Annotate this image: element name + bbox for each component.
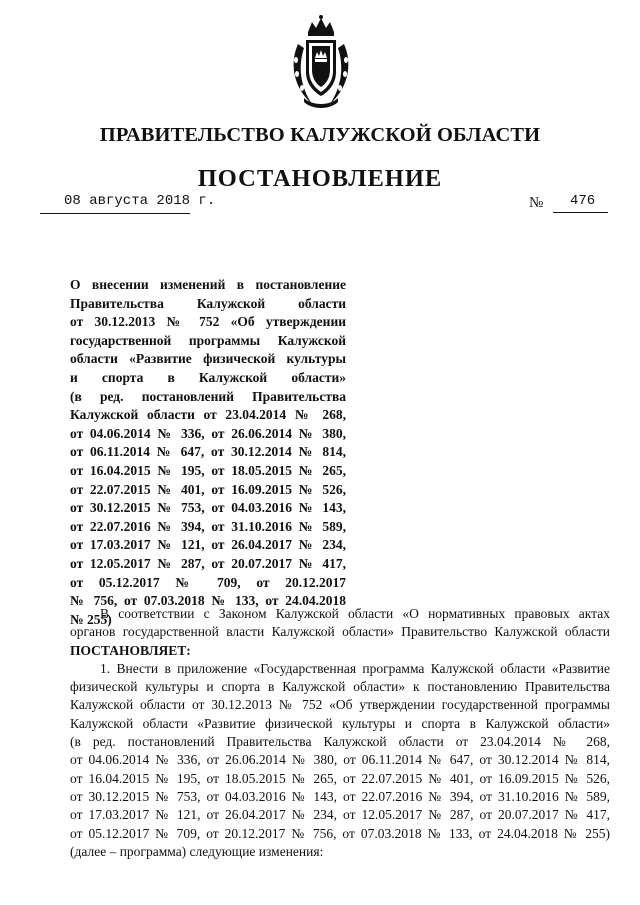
subject-line: от 30.12.2015 № 753, от 04.03.2016 № 143,: [70, 500, 346, 516]
number-sign: №: [529, 195, 544, 211]
subject-line: от 22.07.2016 № 394, от 31.10.2016 № 589,: [70, 518, 346, 534]
subject-line: от 05.12.2017 № 709, от 20.12.2017: [70, 574, 346, 590]
document-number: 476: [570, 193, 596, 209]
item1-line: от 16.04.2015 № 195, от 18.05.2015 № 265, от 22.07.2015 № 401, от 16.09.2015 № 526,: [70, 770, 610, 786]
item1-line: (далее – программа) следующие изменения:: [70, 843, 324, 859]
document-date: 08 августа 2018 г.: [64, 193, 216, 209]
item1-line: от 05.12.2017 № 709, от 20.12.2017 № 756, от 07.03.2018 № 133, от 24.04.2018 № 255): [70, 825, 610, 841]
preamble-line: органов государственной власти Калужской области» Правительство Калужской области: [70, 624, 610, 640]
item1-line: Калужской области от 30.12.2013 № 752 «Об утверждении государственной программы: [70, 697, 610, 713]
subject-line: и спорта в Калужской области»: [70, 369, 346, 385]
item1-line: 1. Внести в приложение «Государственная программа Калужской области «Развитие: [100, 660, 610, 676]
item1-line: Калужской области «Развитие физической культуры и спорта в Калужской области»: [70, 715, 610, 731]
document-type-title: ПОСТАНОВЛЕНИЕ: [197, 165, 443, 192]
subject-line: № 255): [70, 611, 112, 627]
subject-line: О внесении изменений в постановление: [70, 277, 346, 292]
document-subject: [70, 276, 346, 629]
subject-line: области «Развитие физической культуры: [70, 351, 346, 367]
preamble-line: В соответствии с Законом Калужской области «О нормативных правовых актах: [100, 606, 610, 621]
decree-word: ПОСТАНОВЛЯЕТ:: [70, 642, 191, 658]
item1-line: от 04.06.2014 № 336, от 26.06.2014 № 380, от 06.11.2014 № 647, от 30.12.2014 № 814,: [70, 752, 610, 768]
document-body: [70, 605, 610, 861]
subject-line: от 06.11.2014 № 647, от 30.12.2014 № 814,: [70, 444, 346, 460]
subject-line: Калужской области от 23.04.2014 № 268,: [70, 407, 346, 423]
subject-line: № 756, от 07.03.2018 № 133, от 24.04.2018: [70, 593, 346, 609]
subject-line: Правительства Калужской области: [70, 295, 346, 311]
coat-of-arms-emblem: [286, 14, 356, 110]
item1-line: (в ред. постановлений Правительства Калужской области от 23.04.2014 № 268,: [70, 734, 610, 750]
subject-line: от 04.06.2014 № 336, от 26.06.2014 № 380,: [70, 425, 346, 441]
subject-line: государственной программы Калужской: [70, 332, 346, 348]
subject-line: от 22.07.2015 № 401, от 16.09.2015 № 526,: [70, 481, 346, 497]
subject-line: от 12.05.2017 № 287, от 20.07.2017 № 417,: [70, 555, 346, 571]
subject-line: (в ред. постановлений Правительства: [70, 388, 346, 404]
item1-line: физической культуры и спорта в Калужской области» к постановлению Правительства: [70, 679, 610, 695]
item1-line: от 17.03.2017 № 121, от 26.04.2017 № 234, от 12.05.2017 № 287, от 20.07.2017 № 417,: [70, 807, 610, 823]
subject-line: от 16.04.2015 № 195, от 18.05.2015 № 265,: [70, 462, 346, 478]
item1-line: от 30.12.2015 № 753, от 04.03.2016 № 143, от 22.07.2016 № 394, от 31.10.2016 № 589,: [70, 788, 610, 804]
subject-line: от 30.12.2013 № 752 «Об утверждении: [70, 314, 346, 330]
government-title: ПРАВИТЕЛЬСТВО КАЛУЖСКОЙ ОБЛАСТИ: [99, 124, 541, 146]
subject-line: от 17.03.2017 № 121, от 26.04.2017 № 234,: [70, 537, 346, 553]
